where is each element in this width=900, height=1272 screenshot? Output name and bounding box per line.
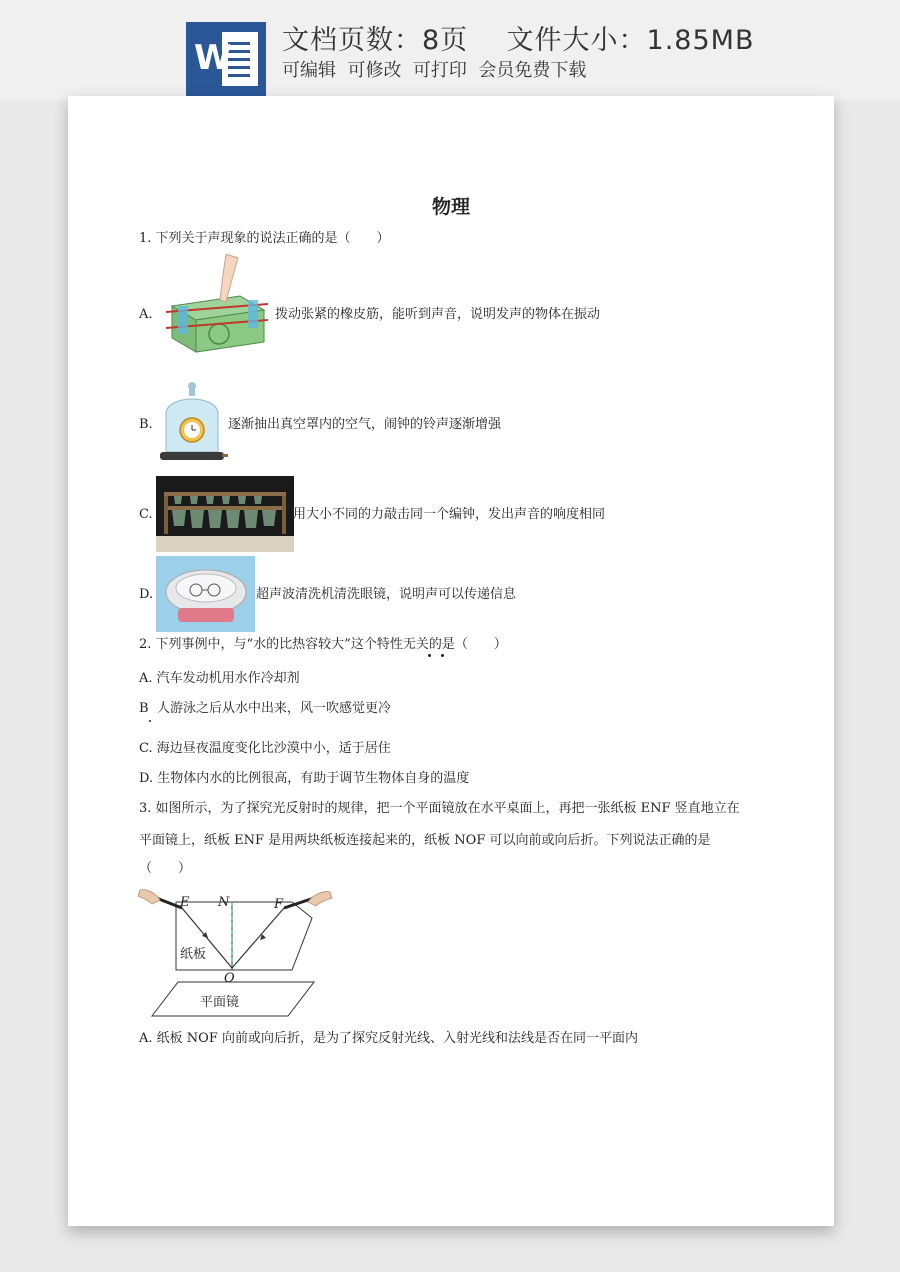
document-title: 物理	[431, 196, 470, 218]
word-letter: W	[194, 38, 232, 78]
emphasis-dot	[428, 654, 431, 657]
download-banner	[0, 0, 900, 100]
q1-option-b-letter: B.	[139, 417, 153, 432]
q1-option-d-text: 超声波清洗机清洗眼镜，说明声可以传递信息	[256, 587, 517, 602]
q2-option-a: A. 汽车发动机用水作冷却剂	[139, 671, 300, 686]
feature-list: 可编辑 可修改 可打印 会员免费下载	[282, 60, 587, 81]
rubber-band-box-image	[164, 254, 270, 358]
q1-option-c-letter: C.	[139, 507, 153, 522]
ultrasonic-cleaner-image	[156, 556, 255, 632]
file-stats	[282, 18, 754, 57]
label-n: N	[218, 895, 230, 910]
q2-option-c: C. 海边昼夜温度变化比沙漠中小，适于居住	[139, 741, 391, 756]
page-count: 文档页数：8页	[282, 25, 469, 56]
question-1-stem: 1. 下列关于声现象的说法正确的是（ ）	[139, 231, 390, 246]
label-e: E	[180, 895, 190, 910]
question-3-line-3: （ ）	[139, 861, 192, 876]
q1-option-d-letter: D.	[139, 587, 154, 602]
reflection-diagram	[138, 888, 334, 1018]
document-page	[68, 96, 834, 1226]
question-3-line-1: 3. 如图所示，为了探究光反射时的规律，把一个平面镜放在水平桌面上，再把一张纸板 ENF 竖直地立在	[139, 801, 740, 816]
emphasis-dot	[441, 654, 444, 657]
question-2-stem: 2. 下列事例中，与“水的比热容较大”这个特性无关的是（ ）	[139, 637, 507, 652]
question-3-line-2: 平面镜上，纸板 ENF 是用两块纸板连接起来的，纸板 NOF 可以向前或向后折。下列说法正确的是	[139, 833, 711, 848]
chime-bells-image	[156, 476, 294, 552]
label-o: O	[224, 971, 235, 986]
q2-option-d: D. 生物体内水的比例很高，有助于调节生物体自身的温度	[139, 771, 470, 786]
q1-option-c-text: 用大小不同的力敲击同一个编钟，发出声音的响度相同	[293, 507, 606, 522]
bell-jar-alarm-clock-image	[156, 380, 228, 466]
q2-option-b-letter: B	[139, 701, 149, 716]
q1-option-a-text: 拨动张紧的橡皮筋，能听到声音，说明发声的物体在振动	[275, 307, 601, 322]
stray-dot	[149, 720, 151, 722]
q1-option-a-letter: A.	[139, 307, 153, 322]
label-paper-board: 纸板	[180, 947, 207, 962]
word-document-icon	[186, 22, 266, 96]
label-f: F	[274, 897, 284, 912]
q1-option-b-text: 逐渐抽出真空罩内的空气，闹钟的铃声逐渐增强	[228, 417, 502, 432]
file-size: 文件大小：1.85MB	[506, 25, 755, 56]
label-plane-mirror: 平面镜	[200, 995, 240, 1010]
q2-option-b-text: 人游泳之后从水中出来，风一吹感觉更冷	[157, 701, 392, 716]
q3-option-a: A. 纸板 NOF 向前或向后折，是为了探究反射光线、入射光线和法线是否在同一平面内	[139, 1031, 638, 1046]
